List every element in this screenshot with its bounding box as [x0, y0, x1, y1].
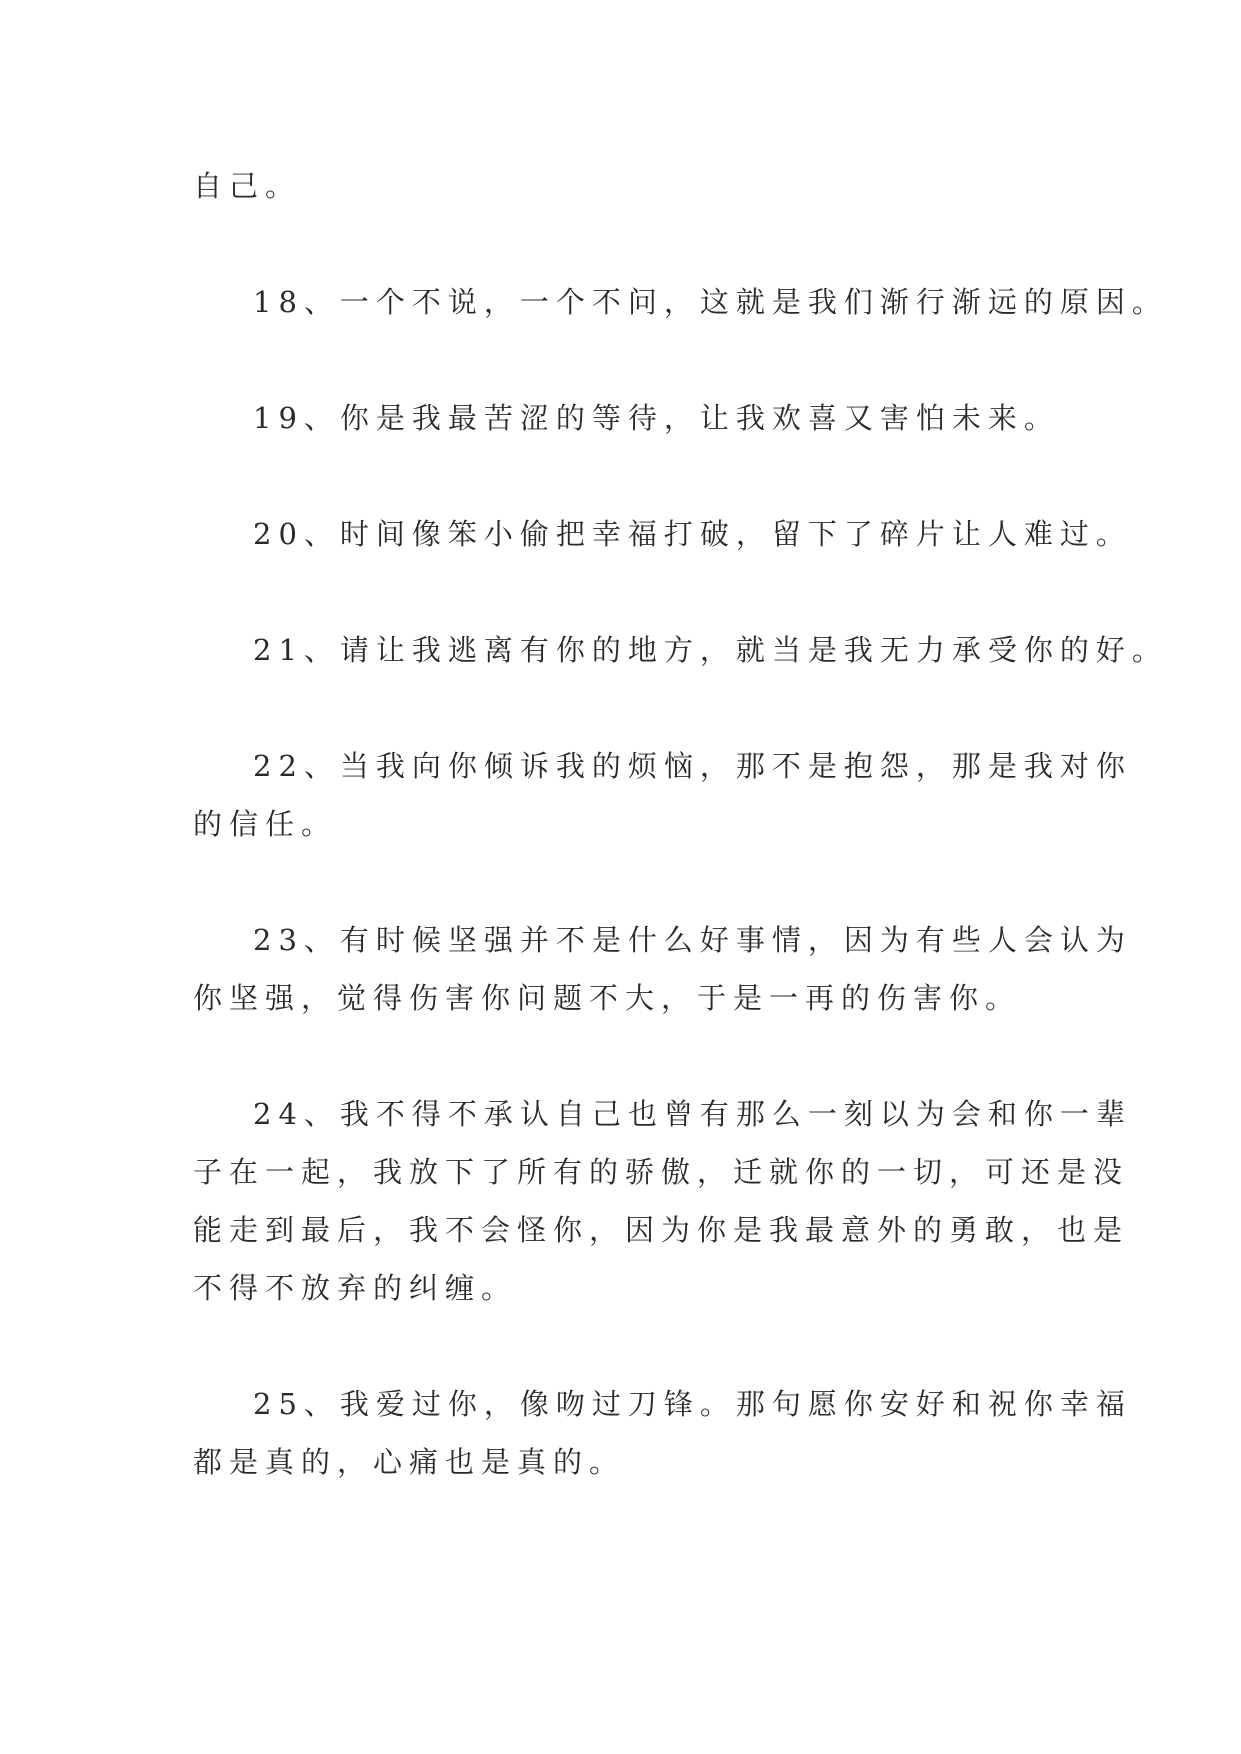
paragraph-24-line-3: 能走到最后，我不会怪你，因为你是我最意外的勇敢，也是 [193, 1213, 1130, 1247]
paragraph-18-line-1: 18、一个不说，一个不问，这就是我们渐行渐远的原因。 [253, 285, 1168, 319]
paragraph-24-line-2: 子在一起，我放下了所有的骄傲，迁就你的一切，可还是没 [193, 1155, 1130, 1189]
paragraph-24-line-1: 24、我不得不承认自己也曾有那么一刻以为会和你一辈 [253, 1097, 1132, 1131]
paragraph-23-line-1: 23、有时候坚强并不是什么好事情，因为有些人会认为 [253, 923, 1132, 957]
paragraph-25-line-1: 25、我爱过你，像吻过刀锋。那句愿你安好和祝你幸福 [253, 1387, 1132, 1421]
paragraph-25-line-2: 都是真的，心痛也是真的。 [193, 1445, 626, 1479]
paragraph-19-line-1: 19、你是我最苦涩的等待，让我欢喜又害怕未来。 [253, 401, 1060, 435]
paragraph-20-line-1: 20、时间像笨小偷把幸福打破，留下了碎片让人难过。 [253, 517, 1132, 551]
paragraph-17-line-2: 自己。 [193, 169, 302, 203]
paragraph-22-line-1: 22、当我向你倾诉我的烦恼，那不是抱怨，那是我对你 [253, 749, 1132, 783]
paragraph-23-line-2: 你坚强，觉得伤害你问题不大，于是一再的伤害你。 [193, 981, 1022, 1015]
paragraph-24-line-4: 不得不放弃的纠缠。 [193, 1271, 518, 1305]
paragraph-22-line-2: 的信任。 [193, 807, 338, 841]
paragraph-21-line-1: 21、请让我逃离有你的地方，就当是我无力承受你的好。 [253, 633, 1168, 667]
